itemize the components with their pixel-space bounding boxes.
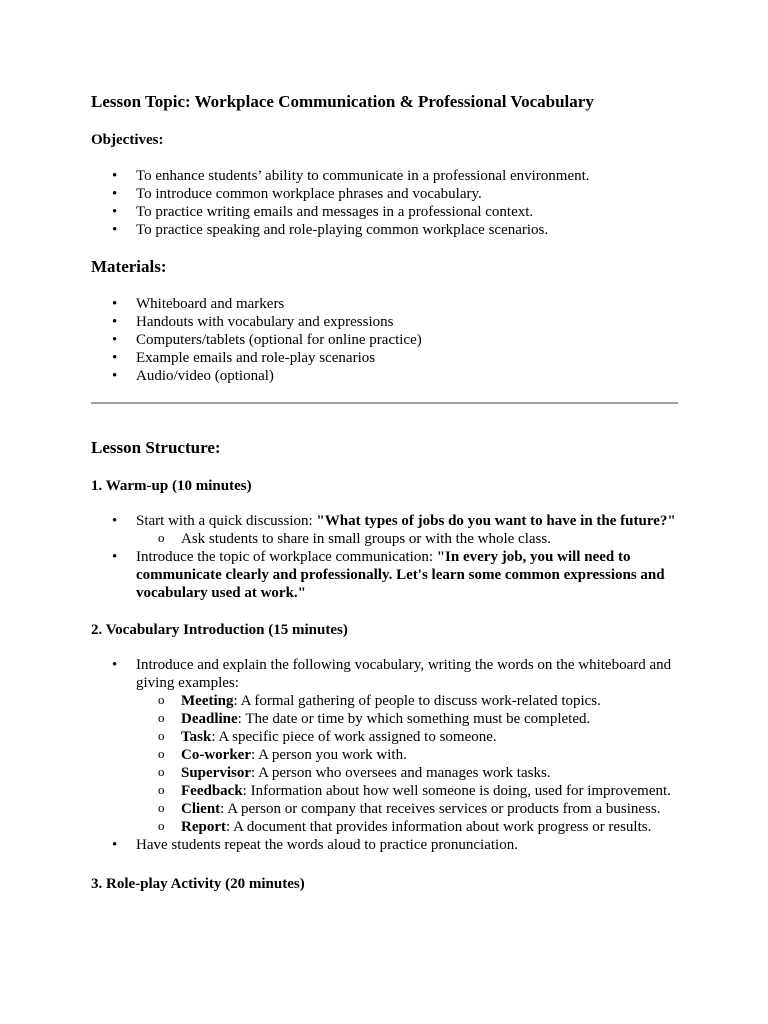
term-definition: : A specific piece of work assigned to someone. bbox=[211, 729, 497, 745]
term-word: Deadline bbox=[181, 711, 238, 727]
vocab-term bbox=[91, 692, 691, 710]
warmup-sublist bbox=[136, 530, 691, 548]
list-item: • Whiteboard and markers bbox=[91, 295, 691, 313]
list-item: o Ask students to share in small groups or with the whole class. bbox=[91, 530, 691, 548]
objectives-heading: Objectives: bbox=[91, 132, 164, 148]
vocab-term bbox=[91, 710, 691, 728]
vocabulary-intro: Introduce and explain the following vocabulary, writing the words on the whiteboard and giving examples: bbox=[136, 657, 672, 691]
term-definition: : A person or company that receives services or products from a business. bbox=[220, 801, 661, 817]
warmup-question: "What types of jobs do you want to have in the future?" bbox=[316, 513, 676, 529]
vocab-term bbox=[91, 746, 691, 764]
horizontal-divider bbox=[91, 402, 678, 404]
list-item: • Handouts with vocabulary and expressions bbox=[91, 313, 691, 331]
lesson-title: Lesson Topic: Workplace Communication & Professional Vocabulary bbox=[91, 92, 594, 111]
list-item bbox=[91, 548, 691, 602]
materials-heading: Materials: bbox=[91, 257, 167, 276]
term-word: Supervisor bbox=[181, 765, 252, 781]
vocab-term bbox=[91, 800, 691, 818]
warmup-item-text: Introduce the topic of workplace communication: bbox=[136, 549, 437, 565]
term-word: Client bbox=[181, 801, 221, 817]
list-item: • To practice writing emails and messages in a professional context. bbox=[91, 203, 691, 221]
term-definition: : The date or time by which something must be completed. bbox=[237, 711, 591, 727]
term-definition: : Information about how well someone is doing, used for improvement. bbox=[242, 783, 671, 799]
term-word: Task bbox=[181, 729, 212, 745]
list-item: • To enhance students’ ability to communicate in a professional environment. bbox=[91, 167, 691, 185]
objectives-list bbox=[91, 167, 691, 239]
warmup-heading: 1. Warm-up (10 minutes) bbox=[91, 478, 252, 494]
term-definition: : A person you work with. bbox=[250, 747, 407, 763]
term-definition: : A formal gathering of people to discuss work-related topics. bbox=[233, 693, 601, 709]
roleplay-heading: 3. Role-play Activity (20 minutes) bbox=[91, 876, 305, 892]
warmup-quote: "In every job, you will need to communicate clearly and professionally. Let's learn some common expressions and vocabulary used at work." bbox=[136, 549, 665, 601]
lesson-structure-heading: Lesson Structure: bbox=[91, 438, 221, 457]
list-item: • Computers/tablets (optional for online practice) bbox=[91, 331, 691, 349]
vocab-term bbox=[91, 728, 691, 746]
vocab-term bbox=[91, 818, 691, 836]
warmup-list bbox=[91, 512, 691, 602]
vocabulary-terms bbox=[136, 692, 691, 836]
list-item: • Example emails and role-play scenarios bbox=[91, 349, 691, 367]
term-word: Co-worker bbox=[181, 747, 251, 763]
warmup-item-text: Start with a quick discussion: bbox=[136, 513, 317, 529]
list-item: • To introduce common workplace phrases and vocabulary. bbox=[91, 185, 691, 203]
vocabulary-heading: 2. Vocabulary Introduction (15 minutes) bbox=[91, 622, 348, 638]
list-item bbox=[91, 512, 691, 548]
term-definition: : A document that provides information about work progress or results. bbox=[226, 819, 652, 835]
term-definition: : A person who oversees and manages work tasks. bbox=[251, 765, 551, 781]
term-word: Meeting bbox=[181, 693, 234, 709]
list-item: • Audio/video (optional) bbox=[91, 367, 691, 385]
list-item bbox=[91, 656, 691, 836]
list-item: • To practice speaking and role-playing common workplace scenarios. bbox=[91, 221, 691, 239]
vocab-term bbox=[91, 782, 691, 800]
materials-list bbox=[91, 295, 691, 385]
list-item: • Have students repeat the words aloud to practice pronunciation. bbox=[91, 836, 691, 854]
term-word: Report bbox=[181, 819, 226, 835]
term-word: Feedback bbox=[181, 783, 243, 799]
vocab-term bbox=[91, 764, 691, 782]
vocabulary-list bbox=[91, 656, 691, 854]
